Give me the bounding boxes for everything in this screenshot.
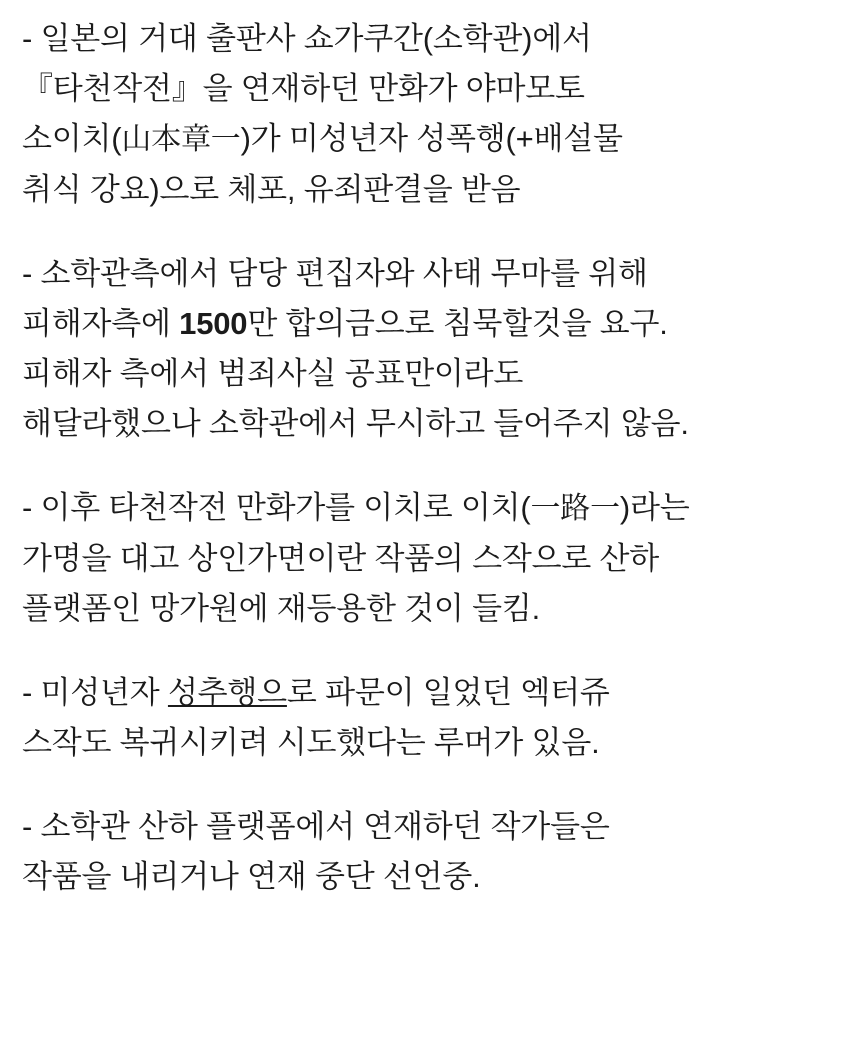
paragraph-3-line-1: - 이후 타천작전 만화가를 이치로 이치(一路一)라는 [22,490,690,526]
paragraph-1-line-4: 취식 강요)으로 체포, 유죄판결을 받음 [22,172,521,207]
paragraph-4 [22,668,826,768]
paragraph-2-line-3: 피해자 측에서 범죄사실 공표만이라도 [22,356,524,391]
paragraph-1 [22,14,826,215]
paragraph-2-line-4: 해달라했으나 소학관에서 무시하고 들어주지 않음. [22,406,689,441]
paragraph-2-line-1: - 소학관측에서 담당 편집자와 사태 무마를 위해 [22,256,648,291]
hanja-name: 山本章一 [121,122,241,157]
paragraph-2-line-2: 피해자측에 1500만 합의금으로 침묵할것을 요구. [22,306,668,341]
paragraph-3-line-2: 가명을 대고 상인가면이란 작품의 스작으로 산하 [22,541,659,576]
paragraph-3-line-3: 플랫폼인 망가원에 재등용한 것이 들킴. [22,591,540,626]
hanja-penname: 一路一 [530,491,620,526]
settlement-amount: 1500 [179,306,248,341]
paragraph-1-line-2: 『타천작전』을 연재하던 만화가 야마모토 [22,71,585,106]
paragraph-1-line-1: - 일본의 거대 출판사 쇼가쿠간(소학관)에서 [22,21,592,56]
paragraph-4-line-1: - 미성년자 성추행으로 파문이 일었던 엑터쥬 [22,675,610,710]
paragraph-1-line-3: 소이치(山本章一)가 미성년자 성폭행(+배설물 [22,121,623,157]
paragraph-5-line-2: 작품을 내리거나 연재 중단 선언중. [22,859,481,894]
paragraph-4-line-2: 스작도 복귀시키려 시도했다는 루머가 있음. [22,725,600,760]
paragraph-5 [22,802,826,902]
paragraph-5-line-1: - 소학관 산하 플랫폼에서 연재하던 작가들은 [22,809,610,844]
paragraph-2 [22,249,826,449]
paragraph-3 [22,483,826,634]
underlined-phrase: 성추행으 [167,675,287,710]
